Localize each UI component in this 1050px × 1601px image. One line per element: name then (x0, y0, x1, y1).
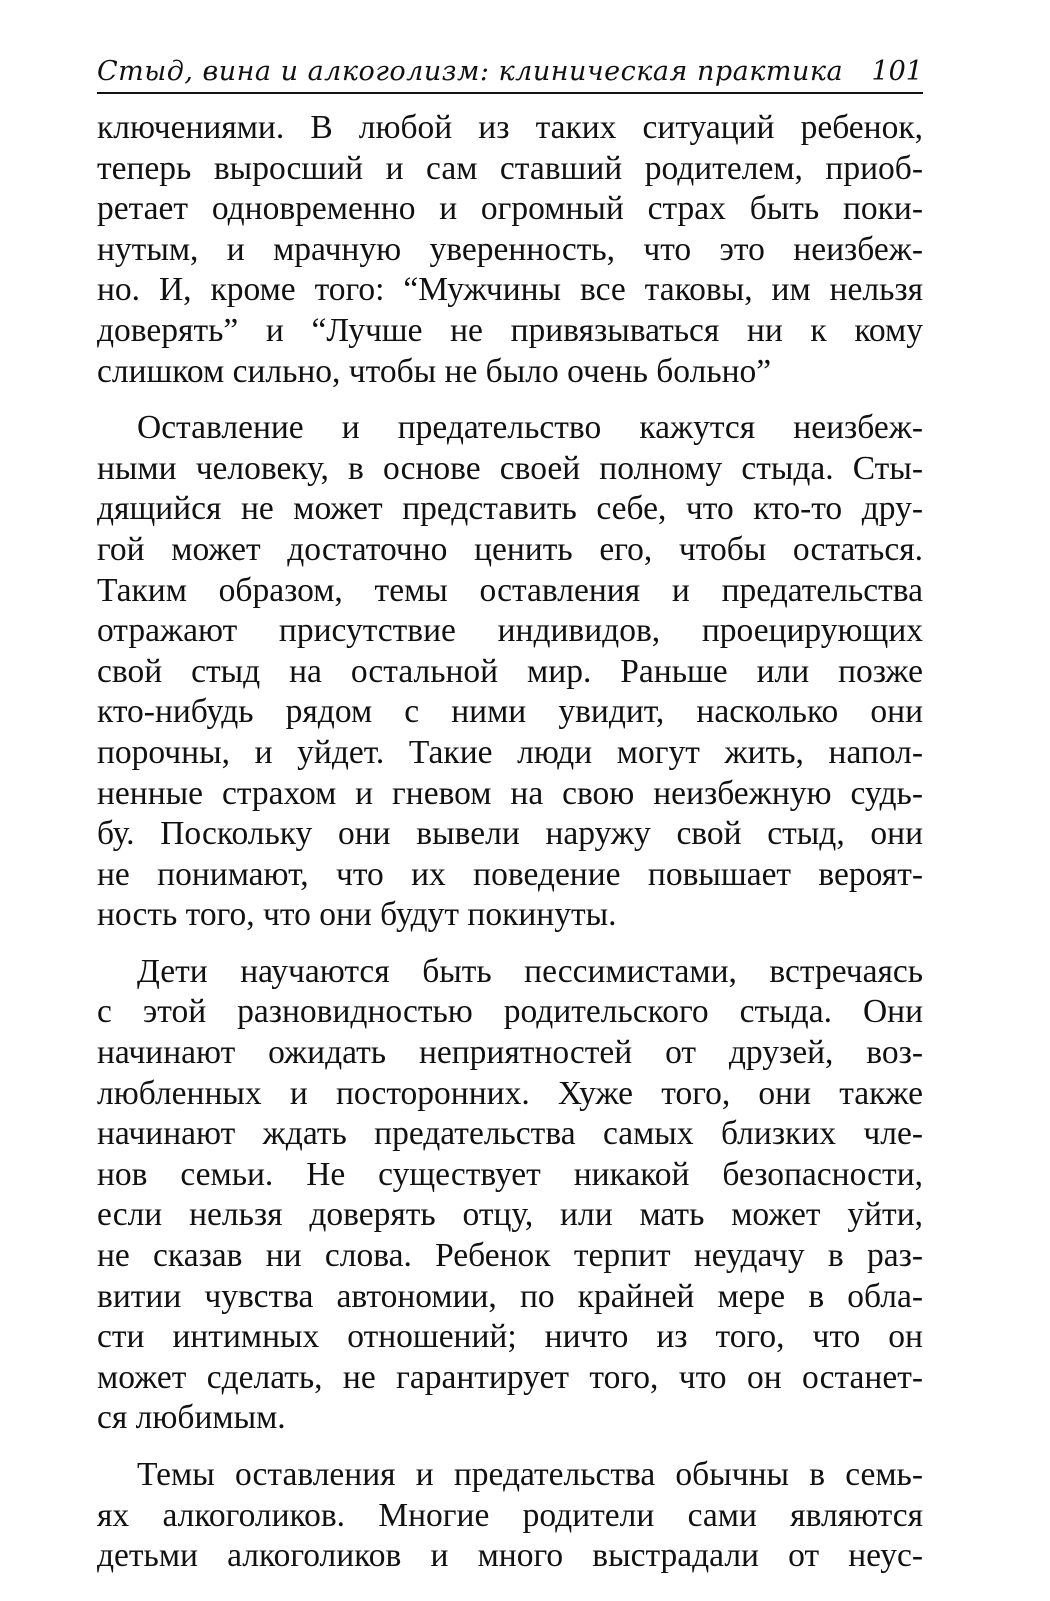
text-line: свой стыд на остальной мир. Раньше или позже (97, 652, 923, 690)
text-line: слишком сильно, чтобы не было очень больно” (97, 352, 772, 390)
text-line: Темы оставления и предательства обычны в семь- (137, 1456, 923, 1493)
text-line: отражают присутствие индивидов, проецирующих (97, 612, 923, 650)
running-head-title: Стыд, вина и алкоголизм: клиническая практика (97, 56, 844, 87)
text-line: сти интимных отношений; ничто из того, что он (97, 1318, 923, 1356)
paragraph-gap (97, 1439, 923, 1455)
text-line: Оставление и предательство кажутся неизбеж- (137, 409, 923, 447)
paragraph-gap (97, 392, 923, 408)
paragraph (97, 408, 923, 936)
running-head (97, 52, 923, 94)
text-line: ными человеку, в основе своей полному стыда. Сты- (97, 449, 923, 487)
text-line: начинают ждать предательства самых близких чле- (97, 1115, 923, 1153)
text-line: начинают ожидать неприятностей от друзей, воз- (97, 1034, 923, 1072)
text-line: нутым, и мрачную уверенность, что это неизбеж- (97, 230, 923, 268)
text-line: теперь выросший и сам ставший родителем, приоб- (97, 149, 923, 187)
text-line: ях алкоголиков. Многие родители сами являются (97, 1496, 923, 1534)
text-line: ненные страхом и гневом на свою неизбежную судь- (97, 774, 923, 812)
text-line: не понимают, что их поведение повышает вероят- (97, 855, 923, 893)
text-line: Таким образом, темы оставления и предательства (97, 571, 923, 609)
text-line: если нельзя доверять отцу, или мать может уйти, (97, 1196, 923, 1234)
text-line: гой может достаточно ценить его, чтобы остаться. (97, 530, 923, 568)
text-line: дящийся не может представить себе, что кто-то дру- (97, 490, 923, 528)
text-line: не сказав ни слова. Ребенок терпит неудачу в раз- (97, 1237, 923, 1275)
body-text (97, 108, 923, 1577)
text-line: доверять” и “Лучше не привязываться ни к кому (97, 311, 923, 349)
text-line: ключениями. В любой из таких ситуаций ребенок, (97, 109, 923, 146)
paragraph (97, 952, 923, 1439)
text-line: ретает одновременно и огромный страх быть поки- (97, 190, 923, 228)
text-line: витии чувства автономии, по крайней мере в обла- (97, 1277, 923, 1315)
text-line: может сделать, не гарантирует того, что он останет- (97, 1358, 923, 1396)
text-line: порочны, и уйдет. Такие люди могут жить, напол- (97, 733, 923, 771)
paragraph-gap (97, 936, 923, 952)
text-line: ся любимым. (97, 1399, 286, 1437)
text-line: ность того, что они будут покинуты. (97, 896, 617, 934)
page-number: 101 (871, 56, 923, 87)
text-line: любленных и посторонних. Хуже того, они также (97, 1074, 923, 1112)
text-line: детьми алкоголиков и много выстрадали от неус- (97, 1537, 923, 1575)
text-line: нов семьи. Не существует никакой безопасности, (97, 1155, 923, 1193)
text-line: бу. Поскольку они вывели наружу свой стыд, они (97, 815, 923, 853)
text-line: но. И, кроме того: “Мужчины все таковы, им нельзя (97, 271, 923, 309)
text-line: с этой разновидностью родительского стыда. Они (97, 993, 923, 1031)
text-line: кто-нибудь рядом с ними увидит, насколько они (97, 693, 923, 731)
text-line: Дети научаются быть пессимистами, встречаясь (137, 952, 923, 990)
paragraph (97, 108, 923, 392)
paragraph (97, 1455, 923, 1577)
